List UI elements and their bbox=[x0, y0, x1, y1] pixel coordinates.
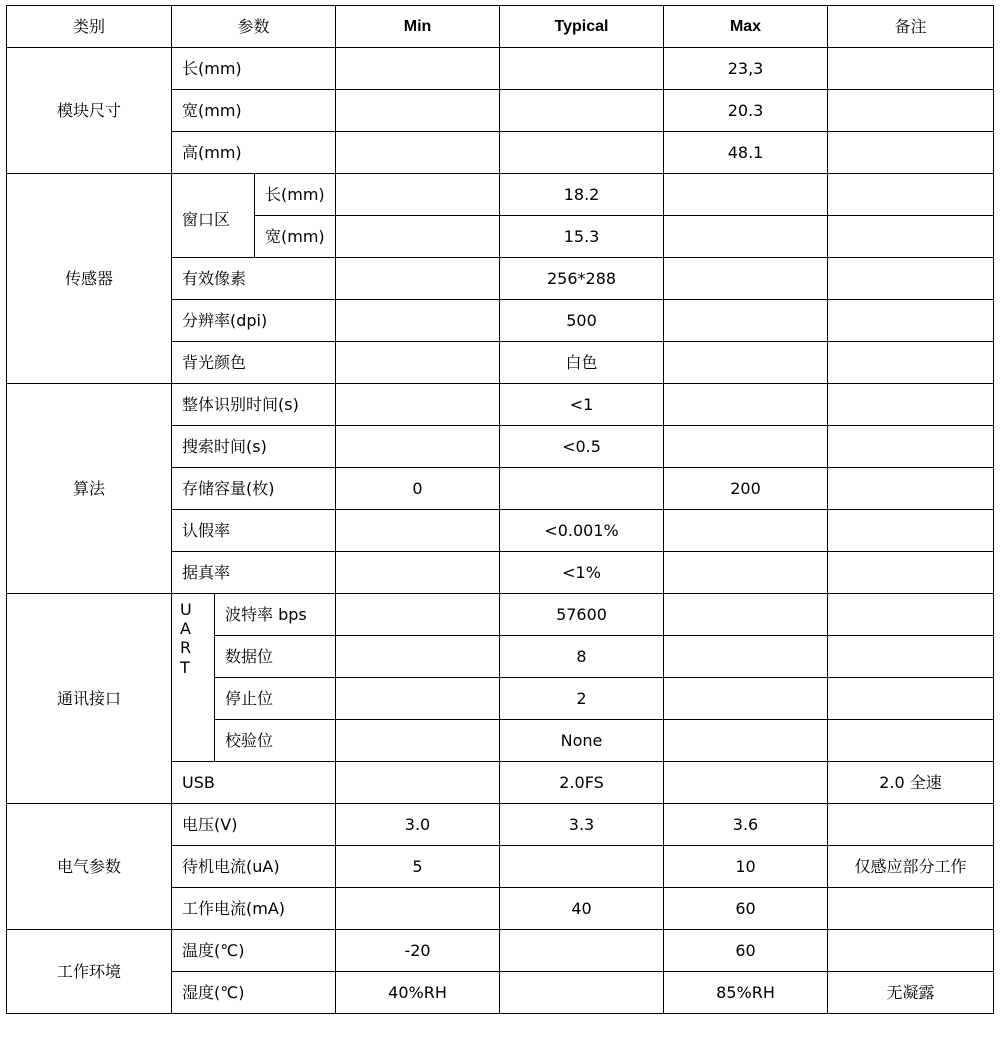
param-cell: 电压(V) bbox=[172, 804, 336, 846]
max-cell bbox=[664, 552, 828, 594]
min-cell: 5 bbox=[336, 846, 500, 888]
remark-cell bbox=[828, 636, 994, 678]
max-cell bbox=[664, 300, 828, 342]
param-cell: 校验位 bbox=[215, 720, 336, 762]
header-row bbox=[7, 6, 994, 48]
param-cell: 高(mm) bbox=[172, 132, 336, 174]
param-cell: 停止位 bbox=[215, 678, 336, 720]
remark-cell bbox=[828, 258, 994, 300]
min-cell bbox=[336, 132, 500, 174]
header-min: Min bbox=[336, 6, 500, 48]
remark-cell bbox=[828, 132, 994, 174]
typical-cell bbox=[500, 846, 664, 888]
param-cell: 宽(mm) bbox=[255, 216, 336, 258]
typical-cell: 2.0FS bbox=[500, 762, 664, 804]
min-cell bbox=[336, 300, 500, 342]
typical-cell: <1% bbox=[500, 552, 664, 594]
param-cell: USB bbox=[172, 762, 336, 804]
max-cell bbox=[664, 342, 828, 384]
remark-cell bbox=[828, 384, 994, 426]
param-cell: 长(mm) bbox=[255, 174, 336, 216]
typical-cell: <1 bbox=[500, 384, 664, 426]
min-cell: 3.0 bbox=[336, 804, 500, 846]
remark-cell bbox=[828, 804, 994, 846]
max-cell: 60 bbox=[664, 930, 828, 972]
max-cell bbox=[664, 678, 828, 720]
typical-cell: 500 bbox=[500, 300, 664, 342]
typical-cell: 57600 bbox=[500, 594, 664, 636]
param-cell: 认假率 bbox=[172, 510, 336, 552]
typical-cell bbox=[500, 972, 664, 1014]
header-category: 类别 bbox=[7, 6, 172, 48]
max-cell: 23,3 bbox=[664, 48, 828, 90]
max-cell bbox=[664, 510, 828, 552]
category-communication: 通讯接口 bbox=[7, 594, 172, 804]
category-environment: 工作环境 bbox=[7, 930, 172, 1014]
max-cell bbox=[664, 216, 828, 258]
remark-cell bbox=[828, 510, 994, 552]
remark-cell bbox=[828, 216, 994, 258]
typical-cell: 2 bbox=[500, 678, 664, 720]
max-cell: 3.6 bbox=[664, 804, 828, 846]
table-row bbox=[7, 48, 994, 90]
table-row bbox=[7, 804, 994, 846]
min-cell bbox=[336, 216, 500, 258]
max-cell: 60 bbox=[664, 888, 828, 930]
uart-label bbox=[172, 594, 215, 762]
min-cell bbox=[336, 510, 500, 552]
min-cell bbox=[336, 48, 500, 90]
max-cell bbox=[664, 174, 828, 216]
max-cell bbox=[664, 762, 828, 804]
table-row bbox=[7, 174, 994, 216]
category-sensor: 传感器 bbox=[7, 174, 172, 384]
remark-cell bbox=[828, 48, 994, 90]
remark-cell: 2.0 全速 bbox=[828, 762, 994, 804]
header-max: Max bbox=[664, 6, 828, 48]
remark-cell bbox=[828, 342, 994, 384]
param-cell: 搜索时间(s) bbox=[172, 426, 336, 468]
table-row bbox=[7, 384, 994, 426]
param-cell: 宽(mm) bbox=[172, 90, 336, 132]
typical-cell: 15.3 bbox=[500, 216, 664, 258]
param-cell: 数据位 bbox=[215, 636, 336, 678]
header-parameter: 参数 bbox=[172, 6, 336, 48]
remark-cell bbox=[828, 888, 994, 930]
min-cell bbox=[336, 594, 500, 636]
max-cell bbox=[664, 594, 828, 636]
remark-cell bbox=[828, 174, 994, 216]
typical-cell: <0.001% bbox=[500, 510, 664, 552]
min-cell bbox=[336, 888, 500, 930]
min-cell bbox=[336, 174, 500, 216]
min-cell bbox=[336, 384, 500, 426]
remark-cell bbox=[828, 300, 994, 342]
param-cell: 据真率 bbox=[172, 552, 336, 594]
param-cell: 工作电流(mA) bbox=[172, 888, 336, 930]
param-cell: 波特率 bps bbox=[215, 594, 336, 636]
min-cell bbox=[336, 258, 500, 300]
remark-cell bbox=[828, 930, 994, 972]
param-cell: 有效像素 bbox=[172, 258, 336, 300]
max-cell bbox=[664, 384, 828, 426]
max-cell: 85%RH bbox=[664, 972, 828, 1014]
uart-letter: U bbox=[180, 600, 192, 619]
typical-cell bbox=[500, 468, 664, 510]
typical-cell: 256*288 bbox=[500, 258, 664, 300]
typical-cell: 白色 bbox=[500, 342, 664, 384]
header-remark: 备注 bbox=[828, 6, 994, 48]
table-row bbox=[7, 930, 994, 972]
header-typical: Typical bbox=[500, 6, 664, 48]
remark-cell bbox=[828, 468, 994, 510]
max-cell bbox=[664, 258, 828, 300]
param-cell: 存储容量(枚) bbox=[172, 468, 336, 510]
category-electrical: 电气参数 bbox=[7, 804, 172, 930]
typical-cell: <0.5 bbox=[500, 426, 664, 468]
typical-cell bbox=[500, 930, 664, 972]
remark-cell bbox=[828, 90, 994, 132]
min-cell: -20 bbox=[336, 930, 500, 972]
min-cell bbox=[336, 720, 500, 762]
min-cell: 40%RH bbox=[336, 972, 500, 1014]
uart-letter: R bbox=[180, 638, 192, 658]
remark-cell bbox=[828, 594, 994, 636]
min-cell bbox=[336, 762, 500, 804]
min-cell bbox=[336, 636, 500, 678]
typical-cell bbox=[500, 90, 664, 132]
typical-cell: 40 bbox=[500, 888, 664, 930]
param-cell: 整体识别时间(s) bbox=[172, 384, 336, 426]
spec-table bbox=[6, 5, 994, 1014]
max-cell bbox=[664, 426, 828, 468]
max-cell: 48.1 bbox=[664, 132, 828, 174]
typical-cell: 3.3 bbox=[500, 804, 664, 846]
category-module-size: 模块尺寸 bbox=[7, 48, 172, 174]
table-row bbox=[7, 594, 994, 636]
min-cell bbox=[336, 426, 500, 468]
remark-cell bbox=[828, 552, 994, 594]
uart-letter: A bbox=[180, 619, 191, 639]
param-cell: 待机电流(uA) bbox=[172, 846, 336, 888]
typical-cell: 8 bbox=[500, 636, 664, 678]
window-area-label: 窗口区 bbox=[172, 174, 255, 258]
min-cell bbox=[336, 678, 500, 720]
typical-cell: 18.2 bbox=[500, 174, 664, 216]
min-cell bbox=[336, 342, 500, 384]
max-cell: 10 bbox=[664, 846, 828, 888]
remark-cell: 仅感应部分工作 bbox=[828, 846, 994, 888]
param-cell: 长(mm) bbox=[172, 48, 336, 90]
max-cell: 200 bbox=[664, 468, 828, 510]
category-algorithm: 算法 bbox=[7, 384, 172, 594]
param-cell: 背光颜色 bbox=[172, 342, 336, 384]
max-cell: 20.3 bbox=[664, 90, 828, 132]
remark-cell bbox=[828, 426, 994, 468]
typical-cell bbox=[500, 132, 664, 174]
param-cell: 湿度(℃) bbox=[172, 972, 336, 1014]
param-cell: 温度(℃) bbox=[172, 930, 336, 972]
remark-cell bbox=[828, 720, 994, 762]
typical-cell bbox=[500, 48, 664, 90]
min-cell bbox=[336, 552, 500, 594]
remark-cell bbox=[828, 678, 994, 720]
param-cell: 分辨率(dpi) bbox=[172, 300, 336, 342]
remark-cell: 无凝露 bbox=[828, 972, 994, 1014]
min-cell bbox=[336, 90, 500, 132]
max-cell bbox=[664, 636, 828, 678]
max-cell bbox=[664, 720, 828, 762]
min-cell: 0 bbox=[336, 468, 500, 510]
typical-cell: None bbox=[500, 720, 664, 762]
uart-letter: T bbox=[180, 657, 190, 677]
